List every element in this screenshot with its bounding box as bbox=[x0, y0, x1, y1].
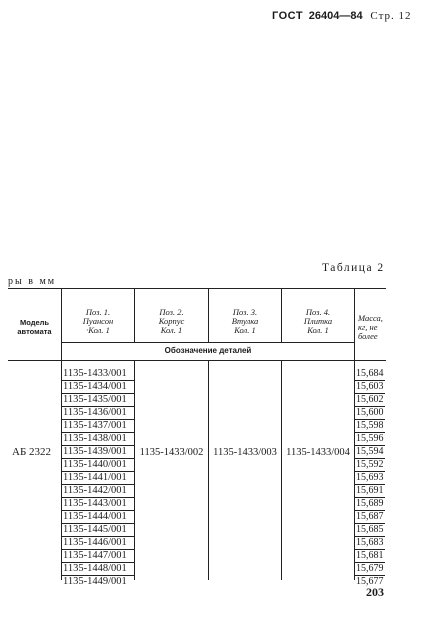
table-top-border bbox=[8, 288, 386, 289]
part-number-cell: 1135-1440/001 bbox=[62, 459, 134, 472]
mass-cell: 15,677 bbox=[356, 576, 384, 587]
col-divider-3 bbox=[208, 360, 209, 580]
subheader-part-designations: Обозначение деталей bbox=[164, 346, 252, 355]
mass-cell: 15,600 bbox=[356, 407, 384, 418]
part-number-cell: 1135-1438/001 bbox=[62, 433, 134, 446]
mass-cell: 15,598 bbox=[356, 420, 384, 431]
header-col-1-line-2: Пуансон bbox=[82, 316, 114, 326]
header-model-line-2: автомата bbox=[17, 327, 52, 336]
part-number-cell: 1135-1448/001 bbox=[62, 563, 134, 576]
part-number-cell: 1135-1445/001 bbox=[62, 524, 134, 537]
header-col-1-line-1: Поз. 1. bbox=[85, 307, 111, 317]
common-part-col-4: 1135-1433/004 bbox=[286, 447, 350, 458]
mass-cell: 15,685 bbox=[356, 524, 384, 535]
common-part-col-2: 1135-1433/002 bbox=[139, 447, 204, 458]
mass-cell: 15,693 bbox=[356, 472, 384, 483]
part-number-cell: 1135-1444/001 bbox=[62, 511, 134, 524]
mass-cell: 15,596 bbox=[356, 433, 384, 444]
mass-cell: 15,683 bbox=[356, 537, 384, 548]
part-number-list bbox=[62, 368, 134, 588]
standard-number: 26404—84 bbox=[308, 10, 363, 22]
part-number-cell: 1135-1433/001 bbox=[62, 368, 134, 381]
part-number-cell: 1135-1439/001 bbox=[62, 446, 134, 459]
header-col-3-line-1: Поз. 3. bbox=[232, 307, 258, 317]
standard-label: ГОСТ bbox=[272, 10, 304, 22]
header-mass bbox=[355, 314, 394, 341]
model-cell: АБ 2322 bbox=[12, 446, 52, 458]
units-note: ры в мм bbox=[8, 276, 57, 287]
mass-cell: 15,594 bbox=[356, 446, 384, 457]
part-number-cell: 1135-1437/001 bbox=[62, 420, 134, 433]
part-number-cell: 1135-1443/001 bbox=[62, 498, 134, 511]
mass-cell: 15,689 bbox=[356, 498, 384, 509]
header-mass-line-3: более bbox=[358, 331, 378, 341]
mass-cell: 15,691 bbox=[356, 485, 384, 496]
header-col-3-line-2: Втулка bbox=[231, 316, 259, 326]
mass-cell: 15,602 bbox=[356, 394, 384, 405]
part-number-cell: 1135-1441/001 bbox=[62, 472, 134, 485]
header-col-2 bbox=[135, 308, 208, 335]
part-number-cell: 1135-1436/001 bbox=[62, 407, 134, 420]
header-model-line-1: Модель bbox=[19, 318, 50, 327]
header-col-4-line-1: Поз. 4. bbox=[305, 307, 331, 317]
header-col-4-line-2: Плитка bbox=[303, 316, 333, 326]
part-number-cell: 1135-1434/001 bbox=[62, 381, 134, 394]
header-col-4 bbox=[282, 308, 354, 335]
col-divider-4 bbox=[281, 360, 282, 580]
part-number-cell: 1135-1449/001 bbox=[63, 576, 127, 587]
common-part-col-3: 1135-1433/003 bbox=[213, 447, 277, 458]
header-divider bbox=[62, 342, 354, 343]
page-header bbox=[272, 10, 412, 22]
mass-list bbox=[355, 368, 385, 588]
part-number-cell: 1135-1446/001 bbox=[62, 537, 134, 550]
mass-cell: 15,684 bbox=[356, 368, 384, 379]
header-col-2-line-3: Кол. 1 bbox=[160, 325, 183, 335]
header-col-2-line-1: Поз. 2. bbox=[159, 307, 184, 317]
body-top-border bbox=[8, 360, 386, 361]
header-mass-line-1: Масса, bbox=[358, 313, 383, 323]
header-col-4-line-3: Кол. 1 bbox=[307, 325, 329, 335]
header-col-1-line-3: ·Кол. 1 bbox=[86, 325, 110, 335]
mass-cell: 15,687 bbox=[356, 511, 384, 522]
header-col-2-line-2: Корпус bbox=[158, 316, 185, 326]
part-number-cell: 1135-1447/001 bbox=[62, 550, 134, 563]
col-divider-2 bbox=[134, 360, 135, 580]
mass-cell: 15,603 bbox=[356, 381, 384, 392]
header-model bbox=[8, 318, 61, 336]
page-number: 203 bbox=[366, 585, 384, 599]
mass-cell: 15,592 bbox=[356, 459, 384, 470]
header-col-3 bbox=[209, 308, 281, 335]
header-col-1 bbox=[62, 308, 134, 335]
part-number-cell: 1135-1442/001 bbox=[62, 485, 134, 498]
table-caption: Таблица 2 bbox=[322, 262, 385, 274]
part-number-cell: 1135-1435/001 bbox=[62, 394, 134, 407]
mass-cell: 15,679 bbox=[356, 563, 384, 574]
mass-cell: 15,681 bbox=[356, 550, 384, 561]
header-mass-line-2: кг, не bbox=[358, 322, 378, 332]
header-col-3-line-3: Кол. 1 bbox=[234, 325, 256, 335]
page-label: Стр. 12 bbox=[370, 10, 412, 22]
